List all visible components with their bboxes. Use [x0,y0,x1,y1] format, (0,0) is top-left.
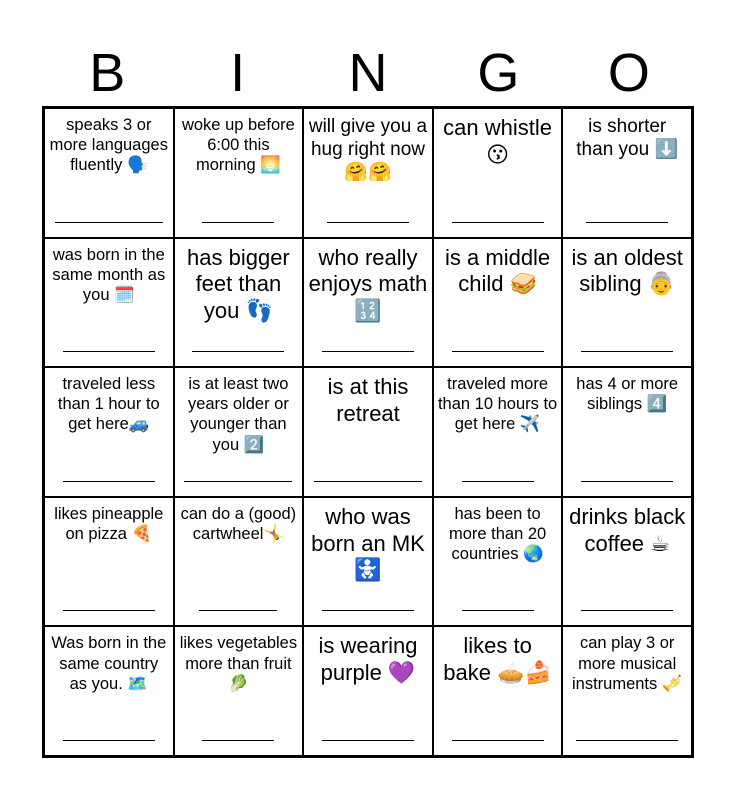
signature-line[interactable] [452,351,544,352]
bingo-cell-text: who really enjoys math 🔢 [308,244,428,324]
bingo-cell-text: likes to bake 🥧🍰 [443,633,552,686]
bingo-cell[interactable] [303,497,433,627]
bingo-cell[interactable] [174,238,304,368]
signature-line[interactable] [199,610,277,611]
bingo-cell-text: is shorter than you ⬇️ [576,116,679,161]
signature-line[interactable] [462,481,534,482]
bingo-cell-text: woke up before 6:00 this morning 🌅 [181,116,295,175]
signature-line[interactable] [322,351,414,352]
signature-line[interactable] [462,610,534,611]
signature-line[interactable] [184,481,292,482]
bingo-cell[interactable] [44,108,174,238]
bingo-cell[interactable] [303,367,433,497]
bingo-cell-text: traveled less than 1 hour to get here🚙 [57,375,160,434]
bingo-cell[interactable] [174,626,304,756]
bingo-cell-text: who was born an MK 🚼 [311,503,425,583]
bingo-cell-text: is wearing purple 💜 [318,633,418,686]
signature-line[interactable] [63,610,155,611]
bingo-cell[interactable] [433,497,563,627]
header-letter-i: I [230,43,246,103]
header-letter-b: B [89,43,126,103]
bingo-cell[interactable] [303,238,433,368]
bingo-cell-text: likes pineapple on pizza 🍕 [54,504,164,543]
bingo-cell[interactable] [433,367,563,497]
bingo-cell-text: traveled more than 10 hours to get here ✈️ [437,375,558,434]
bingo-cell-text: likes vegetables more than fruit 🥬 [179,634,298,693]
bingo-cell[interactable] [44,238,174,368]
bingo-cell-text: is at least two years older or younger than you 2️⃣ [187,375,289,454]
bingo-header [42,40,694,106]
signature-line[interactable] [322,740,414,741]
bingo-cell[interactable] [174,497,304,627]
signature-line[interactable] [581,481,673,482]
bingo-cell[interactable] [433,238,563,368]
signature-line[interactable] [581,351,673,352]
bingo-cell-text: has 4 or more siblings 4️⃣ [576,375,679,414]
signature-line[interactable] [63,481,155,482]
bingo-cell[interactable] [562,497,692,627]
bingo-cell[interactable] [433,108,563,238]
bingo-cell-text: will give you a hug right now 🤗🤗 [308,116,428,184]
bingo-cell-text: is an oldest sibling 👵 [571,244,683,297]
signature-line[interactable] [202,740,274,741]
signature-line[interactable] [586,222,668,223]
signature-line[interactable] [576,740,678,741]
header-letter-o: O [607,43,650,103]
bingo-cell-text: was born in the same month as you 🗓️ [52,245,166,304]
bingo-cell[interactable] [562,626,692,756]
header-letter-n: N [348,43,388,103]
bingo-cell[interactable] [44,367,174,497]
bingo-cell[interactable] [174,108,304,238]
bingo-cell-text: speaks 3 or more languages fluently 🗣️ [49,116,168,175]
bingo-cell-text: can do a (good) cartwheel🤸 [180,504,297,543]
signature-line[interactable] [452,222,544,223]
bingo-cell[interactable] [562,108,692,238]
bingo-cell-text: has been to more than 20 countries 🌏 [448,504,547,564]
bingo-cell[interactable] [562,238,692,368]
bingo-cell-text: can whistle 😗 [443,115,553,167]
bingo-cell[interactable] [433,626,563,756]
header-letter-g: G [477,43,520,103]
signature-line[interactable] [327,222,409,223]
bingo-cell[interactable] [174,367,304,497]
signature-line[interactable] [63,740,155,741]
signature-line[interactable] [202,222,274,223]
bingo-cell[interactable] [44,626,174,756]
signature-line[interactable] [322,610,414,611]
bingo-cell[interactable] [303,626,433,756]
bingo-cell-text: can play 3 or more musical instruments 🎺 [571,634,683,693]
bingo-cell[interactable] [303,108,433,238]
signature-line[interactable] [192,351,284,352]
bingo-cell-text: drinks black coffee ☕ [569,503,686,556]
bingo-grid [42,106,694,758]
signature-line[interactable] [581,610,673,611]
signature-line[interactable] [55,222,163,223]
bingo-cell[interactable] [44,497,174,627]
signature-line[interactable] [452,740,544,741]
bingo-cell-text: is at this retreat [327,374,409,427]
bingo-cell-text: is a middle child 🥪 [445,244,551,297]
bingo-cell-text: Was born in the same country as you. 🗺️ [51,634,167,693]
bingo-cell[interactable] [562,367,692,497]
bingo-cell-text: has bigger feet than you 👣 [187,244,290,324]
signature-line[interactable] [63,351,155,352]
signature-line[interactable] [314,481,422,482]
